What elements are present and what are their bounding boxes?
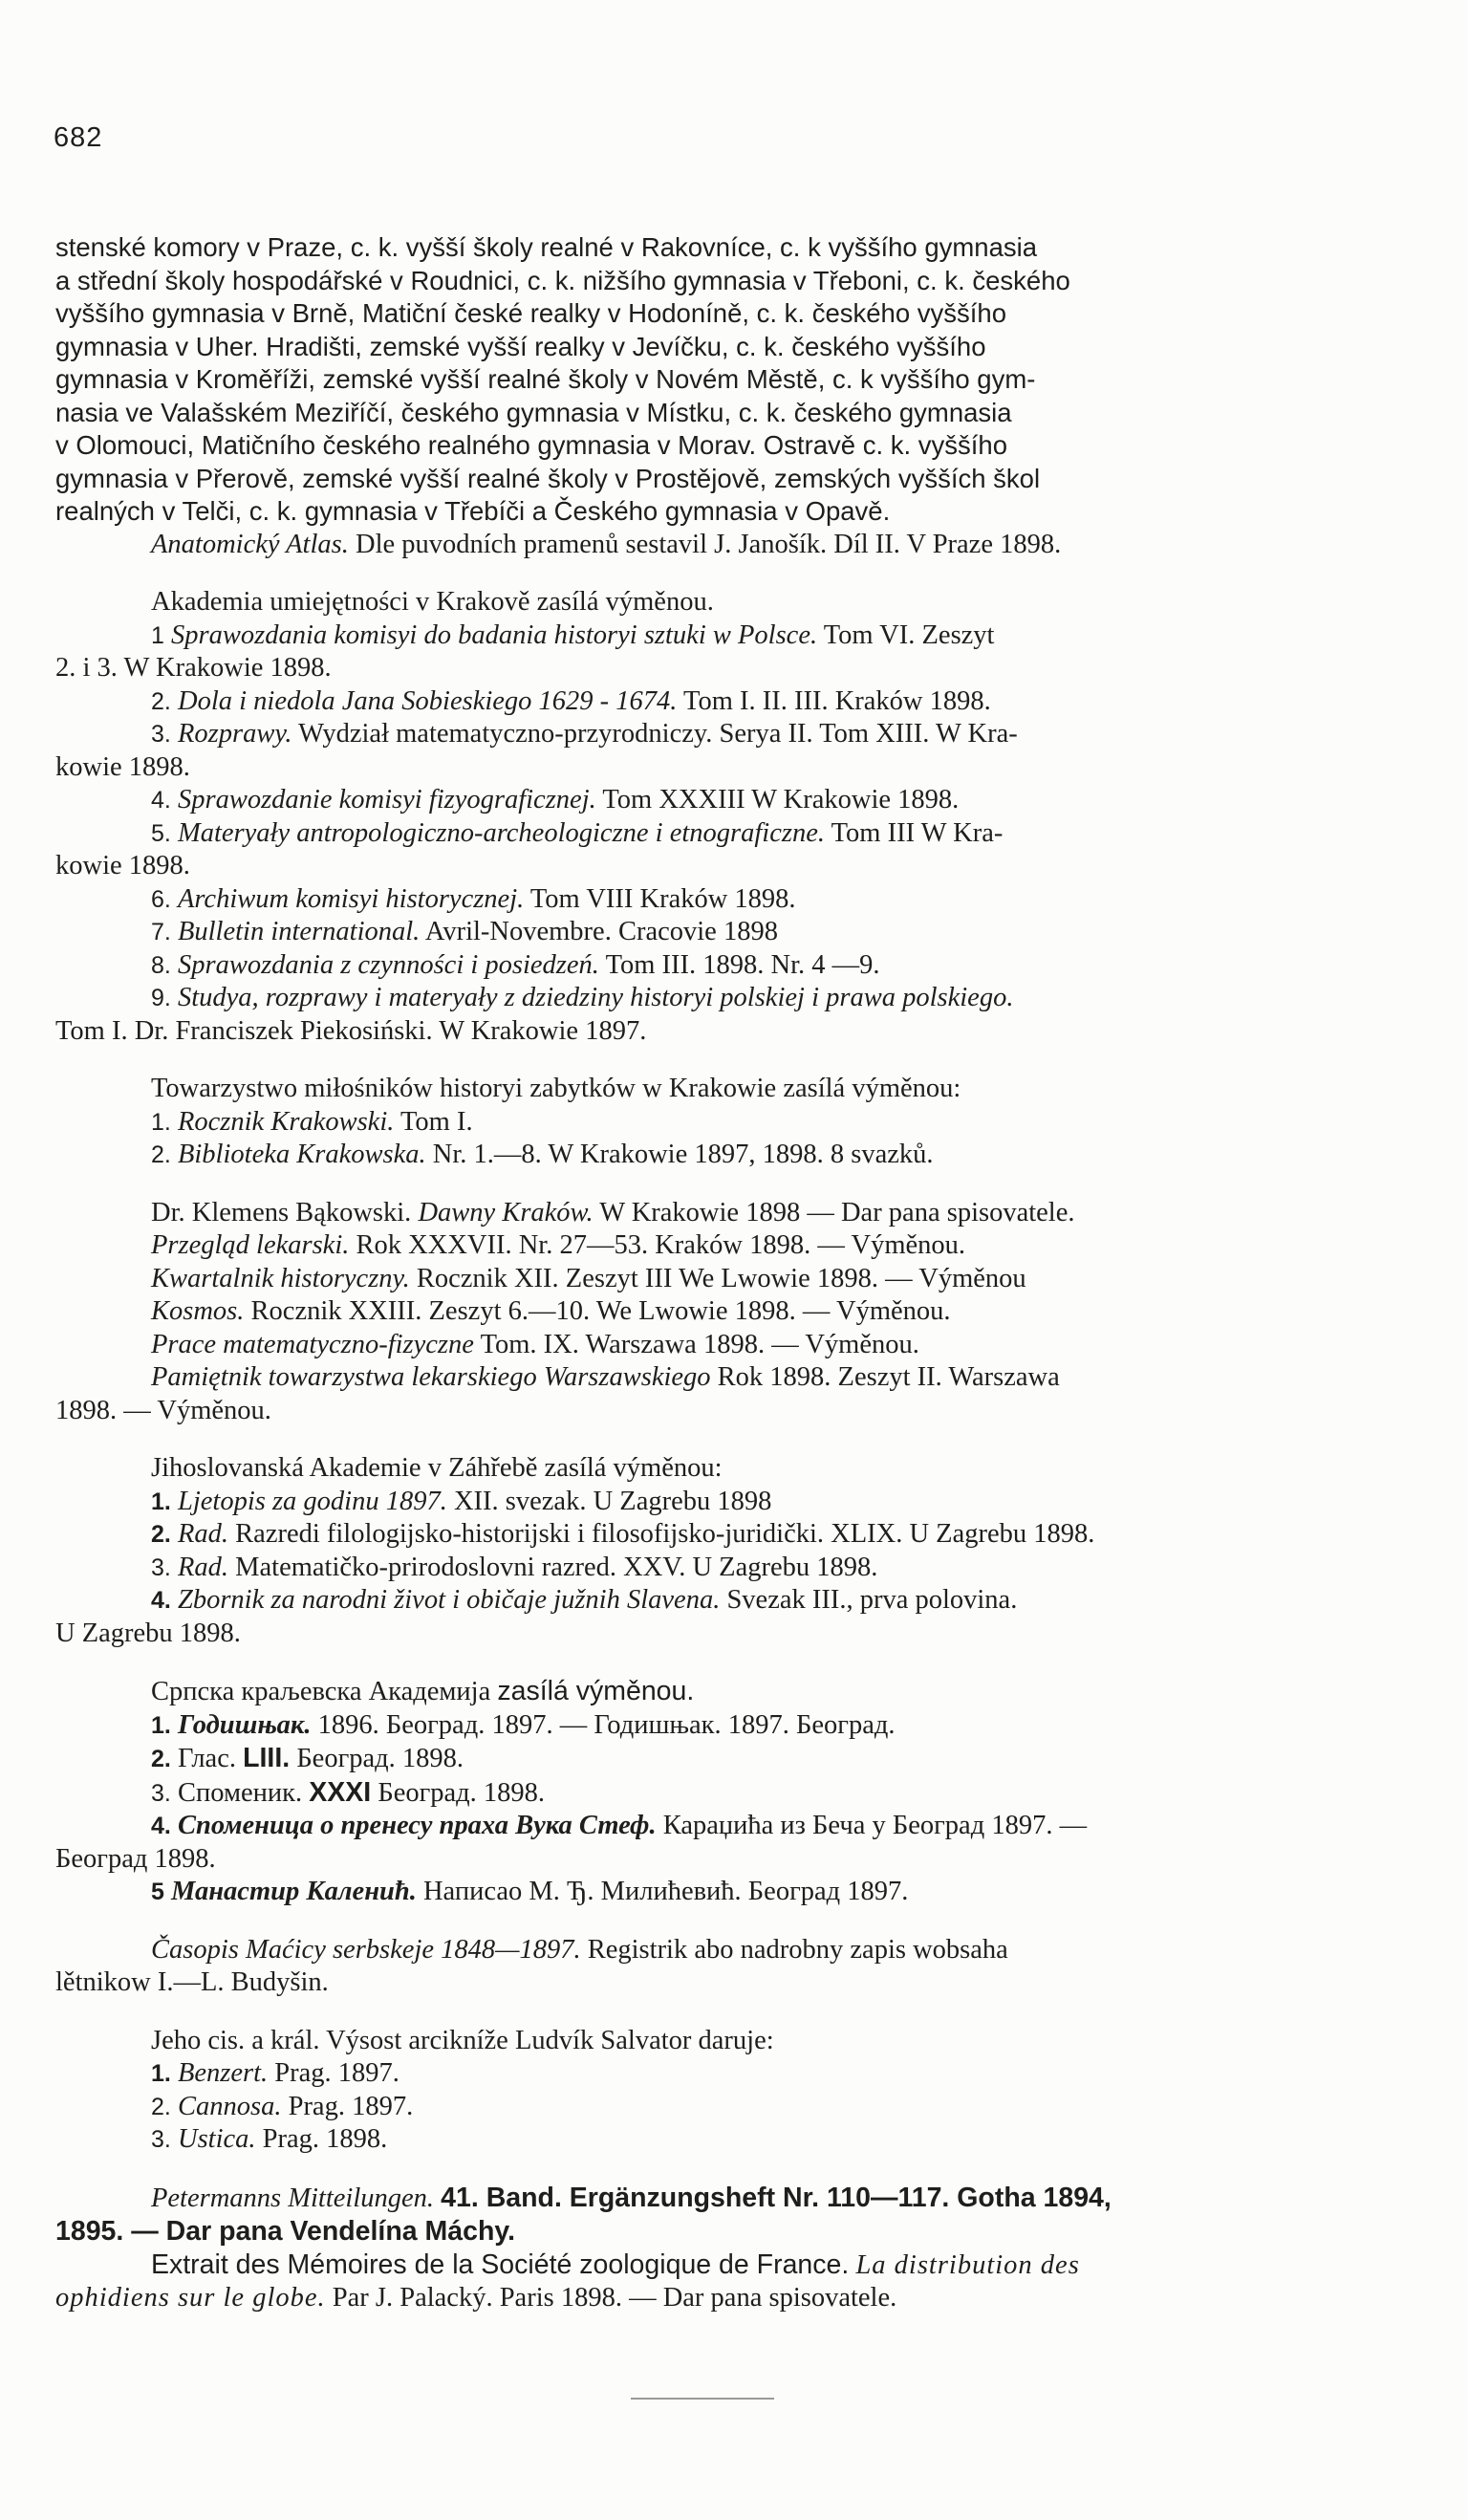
entry-title: Споменик. — [177, 1777, 303, 1808]
entry-title: Cannosa. — [177, 2091, 282, 2121]
item-continuation: kowie 1898. — [55, 851, 190, 880]
intro-line: gymnasia v Uher. Hradišti, zemské vyšší realky v Jevíčku, c. k. českého vyššího — [55, 331, 986, 361]
list-item — [55, 2182, 1424, 2216]
end-rule-divider — [631, 2398, 774, 2400]
entry-title: Споменица о пренесу праха Вука Стеф. — [177, 1811, 657, 1840]
entry-details: Par J. Palacký. Paris 1898. — Dar pana spisovatele. — [332, 2283, 897, 2313]
entry-title: Kwartalnik historyczny. — [151, 1263, 410, 1293]
entry-title: Biblioteka Krakowska. — [177, 1140, 426, 1169]
item-continuation: 2. i 3. W Krakowie 1898. — [55, 653, 332, 683]
item-continuation: lětnikow I.—L. Budyšin. — [55, 1967, 329, 1997]
entry-details: XII. svezak. U Zagrebu 1898 — [453, 1486, 772, 1516]
list-item — [55, 1361, 1424, 1395]
item-number: 2. — [151, 687, 171, 715]
entry-details: Prag. 1897. — [288, 2091, 414, 2121]
item-number: 4. — [151, 787, 171, 814]
list-item — [55, 685, 1424, 719]
entry-details: Tom. IX. Warszawa 1898. — Výměnou. — [480, 1329, 919, 1359]
entry-details: Rok XXXVII. Nr. 27—53. Kraków 1898. — Výměnou. — [356, 1230, 966, 1260]
list-item — [55, 1329, 1424, 1362]
list-item — [55, 817, 1424, 851]
item-number: 4. — [151, 1813, 171, 1839]
entry-title: Глас. — [177, 1744, 236, 1773]
list-item — [55, 1518, 1424, 1552]
item-continuation: Tom I. Dr. Franciszek Piekosiński. W Krakowie 1897. — [55, 1015, 647, 1046]
entry-title: Kosmos. — [151, 1296, 245, 1326]
entry-details: Avril-Novembre. Cracovie 1898 — [424, 917, 778, 946]
entry-details: Tom VI. Zeszyt — [823, 619, 995, 650]
item-number: 1 — [151, 621, 164, 649]
list-item — [55, 1934, 1424, 1967]
item-number: 3. — [151, 2126, 171, 2153]
entry-title: Materyały antropologiczno-archeologiczne i etnograficzne. — [177, 817, 825, 848]
item-continuation: Београд 1898. — [55, 1843, 216, 1874]
list-item — [55, 619, 1424, 653]
entry-title: Dawny Kraków. — [418, 1197, 594, 1227]
list-item — [55, 1229, 1424, 1263]
entry-details: Написао М. Ђ. Милићевић. Београд 1897. — [422, 1877, 909, 1906]
intro-line: gymnasia v Přerově, zemské vyšší realné školy v Prostějově, zemských vyšších škol — [55, 463, 1041, 493]
list-item — [55, 718, 1424, 751]
entry-title: Anatomický Atlas. — [151, 529, 349, 559]
list-item — [55, 1776, 1424, 1811]
list-item — [55, 1106, 1424, 1140]
entry-details: Razredi filologijsko-historijski i filosofijsko-juridički. XLIX. U Zagrebu 1898. — [235, 1519, 1095, 1549]
entry-title: Studya, rozprawy i materyały z dziedziny historyi polskiej i prawa polskiego. — [177, 983, 1014, 1012]
entry-title: Przegląd lekarski. — [151, 1230, 350, 1260]
section-heading — [55, 1675, 1424, 1709]
entry-details: Dle puvodních pramenů sestavil J. Janošík. Díl II. V Praze 1898. — [355, 529, 1062, 559]
entry-details: Београд. 1898. — [378, 1777, 546, 1808]
entry-details: Tom I. — [400, 1106, 473, 1137]
entry-title: Benzert. — [177, 2058, 269, 2088]
entry-details: 1896. Београд. 1897. — Годишњак. 1897. Београд. — [317, 1709, 896, 1740]
section-heading: Towarzystwo miłośników historyi zabytków w Krakowie zasílá výměnou: — [151, 1074, 961, 1103]
list-item — [55, 1876, 1424, 1909]
salvator-section — [55, 2025, 1424, 2157]
list-item — [55, 2091, 1424, 2124]
section-heading: Jihoslovanská Akademie v Záhřebě zasílá výměnou: — [151, 1453, 723, 1483]
entry-title: Pamiętnik towarzystwa lekarskiego Warszawskiego — [151, 1362, 711, 1392]
entry-details: Караџића из Беча у Београд 1897. — — [662, 1811, 1088, 1840]
list-item — [55, 982, 1424, 1015]
entry-details: Rok 1898. Zeszyt II. Warszawa — [717, 1362, 1060, 1392]
entry-details: Tom III. 1898. Nr. 4 —9. — [605, 949, 880, 980]
item-number: 5. — [151, 819, 171, 847]
entry-author: Dr. Klemens Bąkowski. — [151, 1197, 412, 1227]
entry-title: Ustica. — [177, 2124, 256, 2154]
entry-details: Matematičko-prirodoslovni razred. XXV. U Zagrebu 1898. — [235, 1552, 878, 1582]
intro-line: nasia ve Valašském Meziříčí, českého gymnasia v Místku, c. k. českého gymnasia — [55, 397, 1012, 427]
entry-title: ophidiens sur le globe. — [55, 2283, 326, 2313]
entry-details: W Krakowie 1898 — Dar pana spisovatele. — [599, 1197, 1075, 1227]
list-item — [55, 1584, 1424, 1618]
intro-line: vyššího gymnasia v Brně, Matiční české realky v Hodoníně, c. k. českého vyššího — [55, 298, 1007, 328]
list-item — [55, 784, 1424, 817]
entry-details: Tom III W Kra- — [831, 817, 1004, 848]
item-number: 3. — [151, 1779, 171, 1807]
list-item — [55, 949, 1424, 983]
entry-volume: LIII. — [243, 1743, 291, 1773]
entry-title: Ljetopis za godinu 1897. — [177, 1486, 447, 1516]
section-heading: Jeho cis. a král. Výsost arcikníže Ludvík Salvator daruje: — [151, 2025, 774, 2055]
entry-title: Rad. — [177, 1552, 229, 1582]
casopis-section — [55, 1934, 1424, 2000]
item-number: 1. — [151, 1108, 171, 1136]
entry-title: Prace matematyczno-fizyczne — [151, 1329, 474, 1359]
list-item — [55, 1263, 1424, 1296]
entry-volume: XXXI — [309, 1776, 372, 1808]
entry-details: Rocznik XXIII. Zeszyt 6.—10. We Lwowie 1898. — Výměnou. — [250, 1296, 951, 1326]
item-number: 1. — [151, 2060, 171, 2087]
item-number: 4. — [151, 1587, 171, 1614]
page-body — [55, 231, 1424, 2315]
entry-details: Београд. 1898. — [296, 1744, 464, 1773]
intro-line: stenské komory v Praze, c. k. vyšší školy realné v Rakovníce, c. k vyššího gymnasia — [55, 232, 1038, 262]
entry-title: Rozprawy. — [177, 719, 292, 749]
petermann-section — [55, 2182, 1424, 2315]
list-item — [55, 2123, 1424, 2157]
item-number: 2. — [151, 1746, 171, 1772]
item-number: 2. — [151, 1521, 171, 1548]
entry-title: Sprawozdania komisyi do badania historyi sztuki w Polsce. — [171, 619, 818, 650]
list-item — [55, 883, 1424, 917]
item-continuation — [55, 2282, 1424, 2315]
entry-details: 41. Band. Ergänzungsheft Nr. 110—117. Gotha 1894, — [441, 2182, 1112, 2213]
list-item — [55, 2248, 1424, 2283]
entry-title: Archiwum komisyi historycznej. — [177, 883, 525, 914]
entry-title: Манастир Каленић. — [171, 1877, 417, 1906]
towarzystwo-section — [55, 1073, 1424, 1172]
intro-line: a střední školy hospodářské v Roudnici, c. k. nižšího gymnasia v Třeboni, c. k. českého — [55, 265, 1070, 295]
item-number: 2. — [151, 1141, 171, 1168]
heading-rest: zasílá výměnou. — [497, 1676, 695, 1706]
entry-title: Годишњак. — [177, 1709, 312, 1740]
item-continuation: kowie 1898. — [55, 751, 190, 782]
intro-paragraph — [55, 231, 1424, 529]
entry-details: Nr. 1.—8. W Krakowie 1897, 1898. 8 svazků. — [432, 1140, 934, 1169]
entry-title: Petermanns Mitteilungen. — [151, 2183, 435, 2213]
heading-cyrillic: Српска краљевска Академија — [151, 1677, 491, 1706]
list-item — [55, 1139, 1424, 1172]
entry-title: Sprawozdania z czynności i posiedzeń. — [177, 949, 599, 980]
entry-details: Svezak III., prva polovina. — [726, 1585, 1018, 1615]
intro-line: v Olomouci, Matičního českého realného gymnasia v Morav. Ostravě c. k. vyššího — [55, 430, 1008, 460]
misc-section — [55, 1197, 1424, 1428]
list-item — [55, 1552, 1424, 1585]
item-continuation: 1895. — Dar pana Vendelína Máchy. — [55, 2216, 516, 2247]
entry-author: Extrait des Mémoires de la Société zoologique de France. — [151, 2248, 850, 2280]
intro-line: gymnasia v Kroměříži, zemské vyšší realné školy v Novém Městě, c. k vyššího gym- — [55, 364, 1036, 394]
item-number: 2. — [151, 2093, 171, 2120]
item-continuation: 1898. — Výměnou. — [55, 1395, 271, 1425]
entry-details: Registrik abo nadrobny zapis wobsaha — [587, 1934, 1008, 1965]
entry-details: Prag. 1897. — [274, 2058, 399, 2088]
entry-title: Rocznik Krakowski. — [177, 1106, 395, 1137]
entry-details: Prag. 1898. — [262, 2124, 388, 2154]
entry-title: Dola i niedola Jana Sobieskiego 1629 - 1674. — [177, 685, 678, 716]
item-number: 5 — [151, 1879, 164, 1905]
item-number: 6. — [151, 885, 171, 913]
item-number: 3. — [151, 1553, 171, 1581]
zagreb-section — [55, 1452, 1424, 1650]
list-item — [55, 916, 1424, 949]
page-number: 682 — [54, 122, 103, 153]
entry-details: Tom VIII Kraków 1898. — [529, 883, 796, 914]
entry-details: Tom I. II. III. Kraków 1898. — [683, 685, 991, 716]
entry-title: Rad. — [177, 1519, 229, 1549]
list-item — [55, 1742, 1424, 1776]
item-number: 1. — [151, 1488, 171, 1515]
list-item — [55, 2057, 1424, 2091]
krakow-academy-section — [55, 586, 1424, 1048]
list-item — [55, 1486, 1424, 1519]
entry-title: Zbornik za narodni život i običaje južnih Slavena. — [177, 1585, 721, 1615]
entry-title: Bulletin international. — [177, 917, 421, 946]
item-number: 8. — [151, 951, 171, 979]
entry-details: Tom XXXIII W Krakowie 1898. — [602, 785, 960, 815]
list-item — [55, 1197, 1424, 1230]
entry-title: Časopis Maćicy serbskeje 1848—1897. — [151, 1934, 581, 1965]
intro-line: realných v Telči, c. k. gymnasia v Třebíči a Českého gymnasia v Opavě. — [55, 496, 891, 526]
entry-details: Wydział matematyczno-przyrodniczy. Serya II. Tom XIII. W Kra- — [298, 719, 1018, 749]
item-number: 9. — [151, 985, 171, 1011]
entry-details: Rocznik XII. Zeszyt III We Lwowie 1898. — Výměnou — [416, 1263, 1026, 1293]
list-item — [55, 1709, 1424, 1743]
item-number: 1. — [151, 1711, 171, 1739]
item-number: 7. — [151, 919, 171, 945]
entry-title: La distribution des — [855, 2249, 1080, 2280]
list-item — [55, 1810, 1424, 1843]
atlas-entry — [55, 529, 1424, 562]
item-continuation: U Zagrebu 1898. — [55, 1618, 241, 1648]
item-number: 3. — [151, 721, 171, 748]
section-heading: Akademia umiejętności v Krakově zasílá výměnou. — [151, 587, 714, 617]
entry-title: Sprawozdanie komisyi fizyograficznej. — [177, 785, 596, 815]
list-item — [55, 1295, 1424, 1329]
belgrade-section — [55, 1675, 1424, 1909]
